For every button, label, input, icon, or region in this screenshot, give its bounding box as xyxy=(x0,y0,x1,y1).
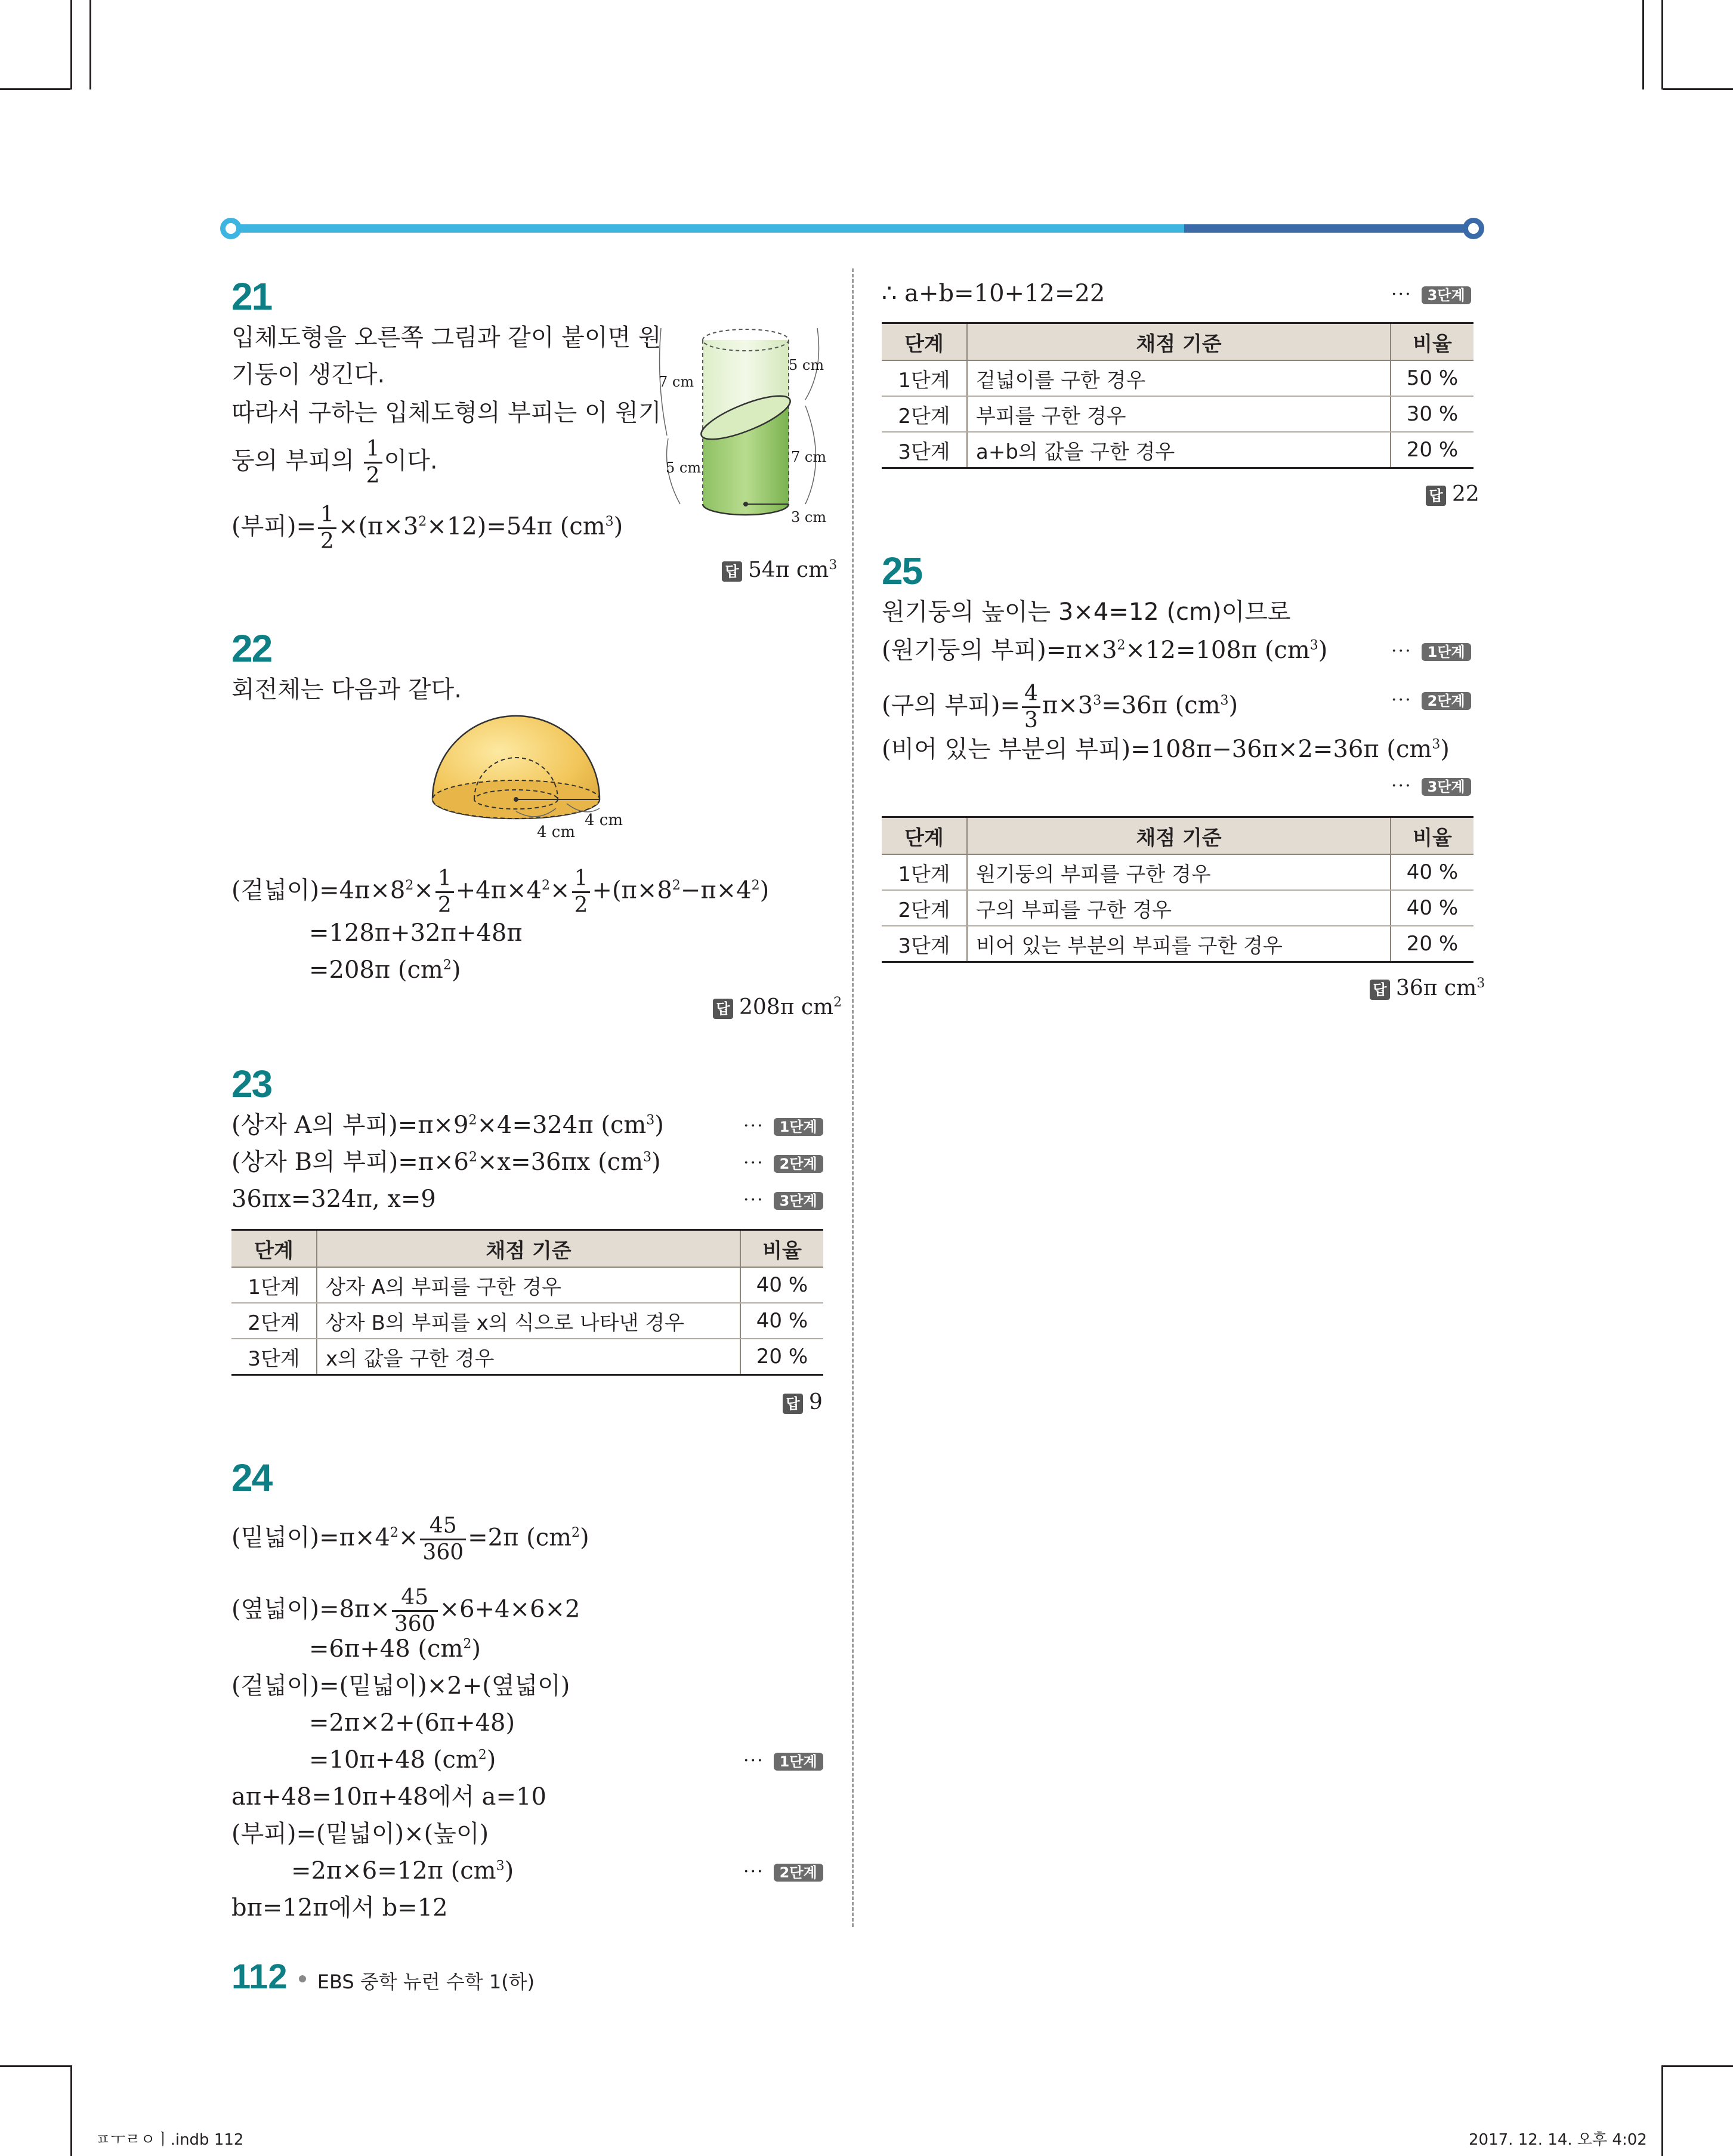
text-line: 둥의 부피의 $\frac{1}{2}$ 이다. xyxy=(231,437,438,488)
table-header: 비율 xyxy=(1391,817,1473,855)
stage-badge: 2단계 xyxy=(1422,692,1471,710)
stage-badge: 3단계 xyxy=(1422,778,1471,796)
stage-badge: 3단계 xyxy=(774,1192,823,1210)
problem-number: 24 xyxy=(231,1456,272,1499)
answer: 답 9 xyxy=(783,1390,823,1414)
table-header: 채점 기준 xyxy=(317,1230,740,1268)
stage-badge: 2단계 xyxy=(774,1864,823,1882)
formula: aπ+48=10π+48에서 a=10 xyxy=(231,1783,546,1811)
stage-marker: ··· 1단계 xyxy=(1391,641,1471,662)
table-row: 2단계 부피를 구한 경우 30 % xyxy=(882,396,1473,432)
table-header: 채점 기준 xyxy=(967,817,1391,855)
formula: bπ=12π에서 b=12 xyxy=(231,1894,448,1922)
header-bar xyxy=(218,214,1488,243)
text-line: 따라서 구하는 입체도형의 부피는 이 원기 xyxy=(231,399,662,427)
answer-badge: 답 xyxy=(722,561,742,582)
stage-marker: ··· 2단계 xyxy=(743,1153,823,1173)
formula: (겉넓이)$=4\pi\times 8^2\times$ $\frac{1}{2}$ $+4\pi\times 4^2\times$ $\frac{1}{2}$ $+(\pi\times 8^2-\pi\times 4^2)$ xyxy=(231,866,770,918)
table-row: 1단계 상자 A의 부피를 구한 경우 40 % xyxy=(231,1267,823,1303)
cylinder-figure xyxy=(656,322,835,531)
crop-mark xyxy=(1642,0,1644,89)
page-number: 112 xyxy=(231,1957,288,1996)
page-footer xyxy=(231,1957,535,1997)
crop-mark xyxy=(1663,88,1733,90)
text-line: 원기둥의 높이는 3×4=12 (cm)이므로 xyxy=(882,598,1291,626)
formula: =208π $(cm^2)$ xyxy=(309,956,461,984)
table-row: 1단계 겉넓이를 구한 경우 50 % xyxy=(882,360,1473,396)
print-slug-left: ㅍㅜㄹㅇㅣ.indb 112 xyxy=(95,2131,244,2149)
formula: (겉넓이)=(밑넓이)×2+(옆넓이) xyxy=(231,1672,570,1700)
formula: =10π+48 $(cm^2)$ xyxy=(309,1746,496,1774)
stage-marker: ··· 2단계 xyxy=(743,1861,823,1882)
stage-badge: 1단계 xyxy=(1422,643,1471,661)
answer-badge: 답 xyxy=(713,999,733,1019)
problem-number: 22 xyxy=(231,627,272,670)
grading-table xyxy=(882,322,1473,469)
formula: (비어 있는 부분의 부피)=108π−36π×2=36π $(cm^3)$ xyxy=(882,736,1450,763)
text-line: 기둥이 생긴다. xyxy=(231,361,385,388)
table-header: 채점 기준 xyxy=(967,323,1391,361)
table-header: 단계 xyxy=(882,323,967,361)
column-divider xyxy=(852,268,854,1927)
table-header: 단계 xyxy=(231,1230,317,1268)
grading-table xyxy=(882,816,1473,963)
formula: (상자 A의 부피)$=\pi\times 9^2\times 4=324\pi$ $(cm^3)$ xyxy=(231,1111,664,1139)
dim-label: 7 cm xyxy=(659,373,694,390)
problem-number: 21 xyxy=(231,275,272,318)
crop-mark xyxy=(1661,2065,1663,2156)
stage-badge: 1단계 xyxy=(774,1753,823,1771)
formula: ∴ a+b=10+12=22 xyxy=(882,280,1105,307)
crop-mark xyxy=(89,0,91,89)
crop-mark xyxy=(70,0,72,89)
problem-number: 25 xyxy=(882,549,922,592)
table-row: 2단계 상자 B의 부피를 x의 식으로 나타낸 경우 40 % xyxy=(231,1303,823,1339)
problem-number: 23 xyxy=(231,1062,272,1105)
formula: =128π+32π+48π xyxy=(309,919,523,947)
crop-mark xyxy=(1663,2065,1733,2067)
crop-mark xyxy=(0,88,70,90)
formula: =6π+48 $(cm^2)$ xyxy=(309,1635,481,1663)
hemisphere-figure xyxy=(430,713,656,844)
stage-badge: 2단계 xyxy=(774,1155,823,1173)
table-row: 1단계 원기둥의 부피를 구한 경우 40 % xyxy=(882,854,1473,890)
formula: (부피)= $\frac{1}{2}$ $\times(\pi\times 3^2\times 12)=54\pi$ $(cm^3)$ xyxy=(231,502,623,554)
answer-badge: 답 xyxy=(783,1394,803,1414)
answer: 답 54π $cm^3$ xyxy=(722,558,837,582)
answer: 답 208π $cm^2$ xyxy=(713,995,842,1020)
formula: (구의 부피)= $\frac{4}{3}$ $\pi\times 3^3=36\pi$ $(cm^3)$ xyxy=(882,681,1238,733)
formula: (원기둥의 부피)$=\pi\times 3^2\times 12=108\pi$ $(cm^3)$ xyxy=(882,637,1328,664)
crop-mark xyxy=(0,2065,70,2067)
dim-label: 4 cm xyxy=(537,823,576,841)
answer-badge: 답 xyxy=(1426,486,1446,506)
table-row: 2단계 구의 부피를 구한 경우 40 % xyxy=(882,890,1473,926)
dim-label: 3 cm xyxy=(791,509,827,526)
stage-marker: ··· 3단계 xyxy=(743,1190,823,1210)
stage-badge: 3단계 xyxy=(1422,286,1471,304)
stage-marker: ··· 3단계 xyxy=(1391,284,1471,305)
dim-label: 4 cm xyxy=(585,811,623,829)
stage-marker: ··· 1단계 xyxy=(743,1750,823,1771)
stage-badge: 1단계 xyxy=(774,1118,823,1136)
formula: 36πx=324π, x=9 xyxy=(231,1185,436,1213)
grading-table xyxy=(231,1229,823,1376)
table-row: 3단계 x의 값을 구한 경우 20 % xyxy=(231,1339,823,1375)
formula: =2π×6=12π $(cm^3)$ xyxy=(291,1857,514,1885)
dim-label: 5 cm xyxy=(666,459,702,476)
formula: (밑넓이)$=\pi\times 4^2\times$ $\frac{45}{360}$ =2π $(cm^2)$ xyxy=(231,1513,589,1565)
table-row: 3단계 비어 있는 부분의 부피를 구한 경우 20 % xyxy=(882,926,1473,962)
crop-mark xyxy=(70,2065,72,2156)
crop-mark xyxy=(1661,0,1663,89)
bullet-icon xyxy=(299,1975,306,1982)
answer: 답 36π $cm^3$ xyxy=(1370,976,1485,1000)
formula: =2π×2+(6π+48) xyxy=(309,1709,515,1737)
stage-marker: ··· 1단계 xyxy=(743,1116,823,1136)
table-header: 단계 xyxy=(882,817,967,855)
book-title: EBS 중학 뉴런 수학 1(하) xyxy=(317,1970,535,1993)
formula: (옆넓이)=8π× $\frac{45}{360}$ ×6+4×6×2 xyxy=(231,1585,580,1636)
dim-label: 5 cm xyxy=(789,357,824,373)
formula: (부피)=(밑넓이)×(높이) xyxy=(231,1820,489,1848)
answer-badge: 답 xyxy=(1370,980,1390,1000)
table-header: 비율 xyxy=(740,1230,823,1268)
text-line: 회전체는 다음과 같다. xyxy=(231,676,462,703)
formula: (상자 B의 부피)$=\pi\times 6^2\times x=36\pi x$ $(cm^3)$ xyxy=(231,1148,661,1176)
stage-marker: ··· 2단계 xyxy=(1391,690,1471,711)
dim-label: 7 cm xyxy=(791,449,827,465)
table-header: 비율 xyxy=(1391,323,1473,361)
print-slug-right: 2017. 12. 14. 오후 4:02 xyxy=(1469,2131,1647,2149)
stage-marker: ··· 3단계 xyxy=(1391,776,1471,796)
answer: 답 22 xyxy=(1426,482,1479,506)
table-row: 3단계 a+b의 값을 구한 경우 20 % xyxy=(882,432,1473,468)
text-line: 입체도형을 오른쪽 그림과 같이 붙이면 원 xyxy=(231,324,662,351)
